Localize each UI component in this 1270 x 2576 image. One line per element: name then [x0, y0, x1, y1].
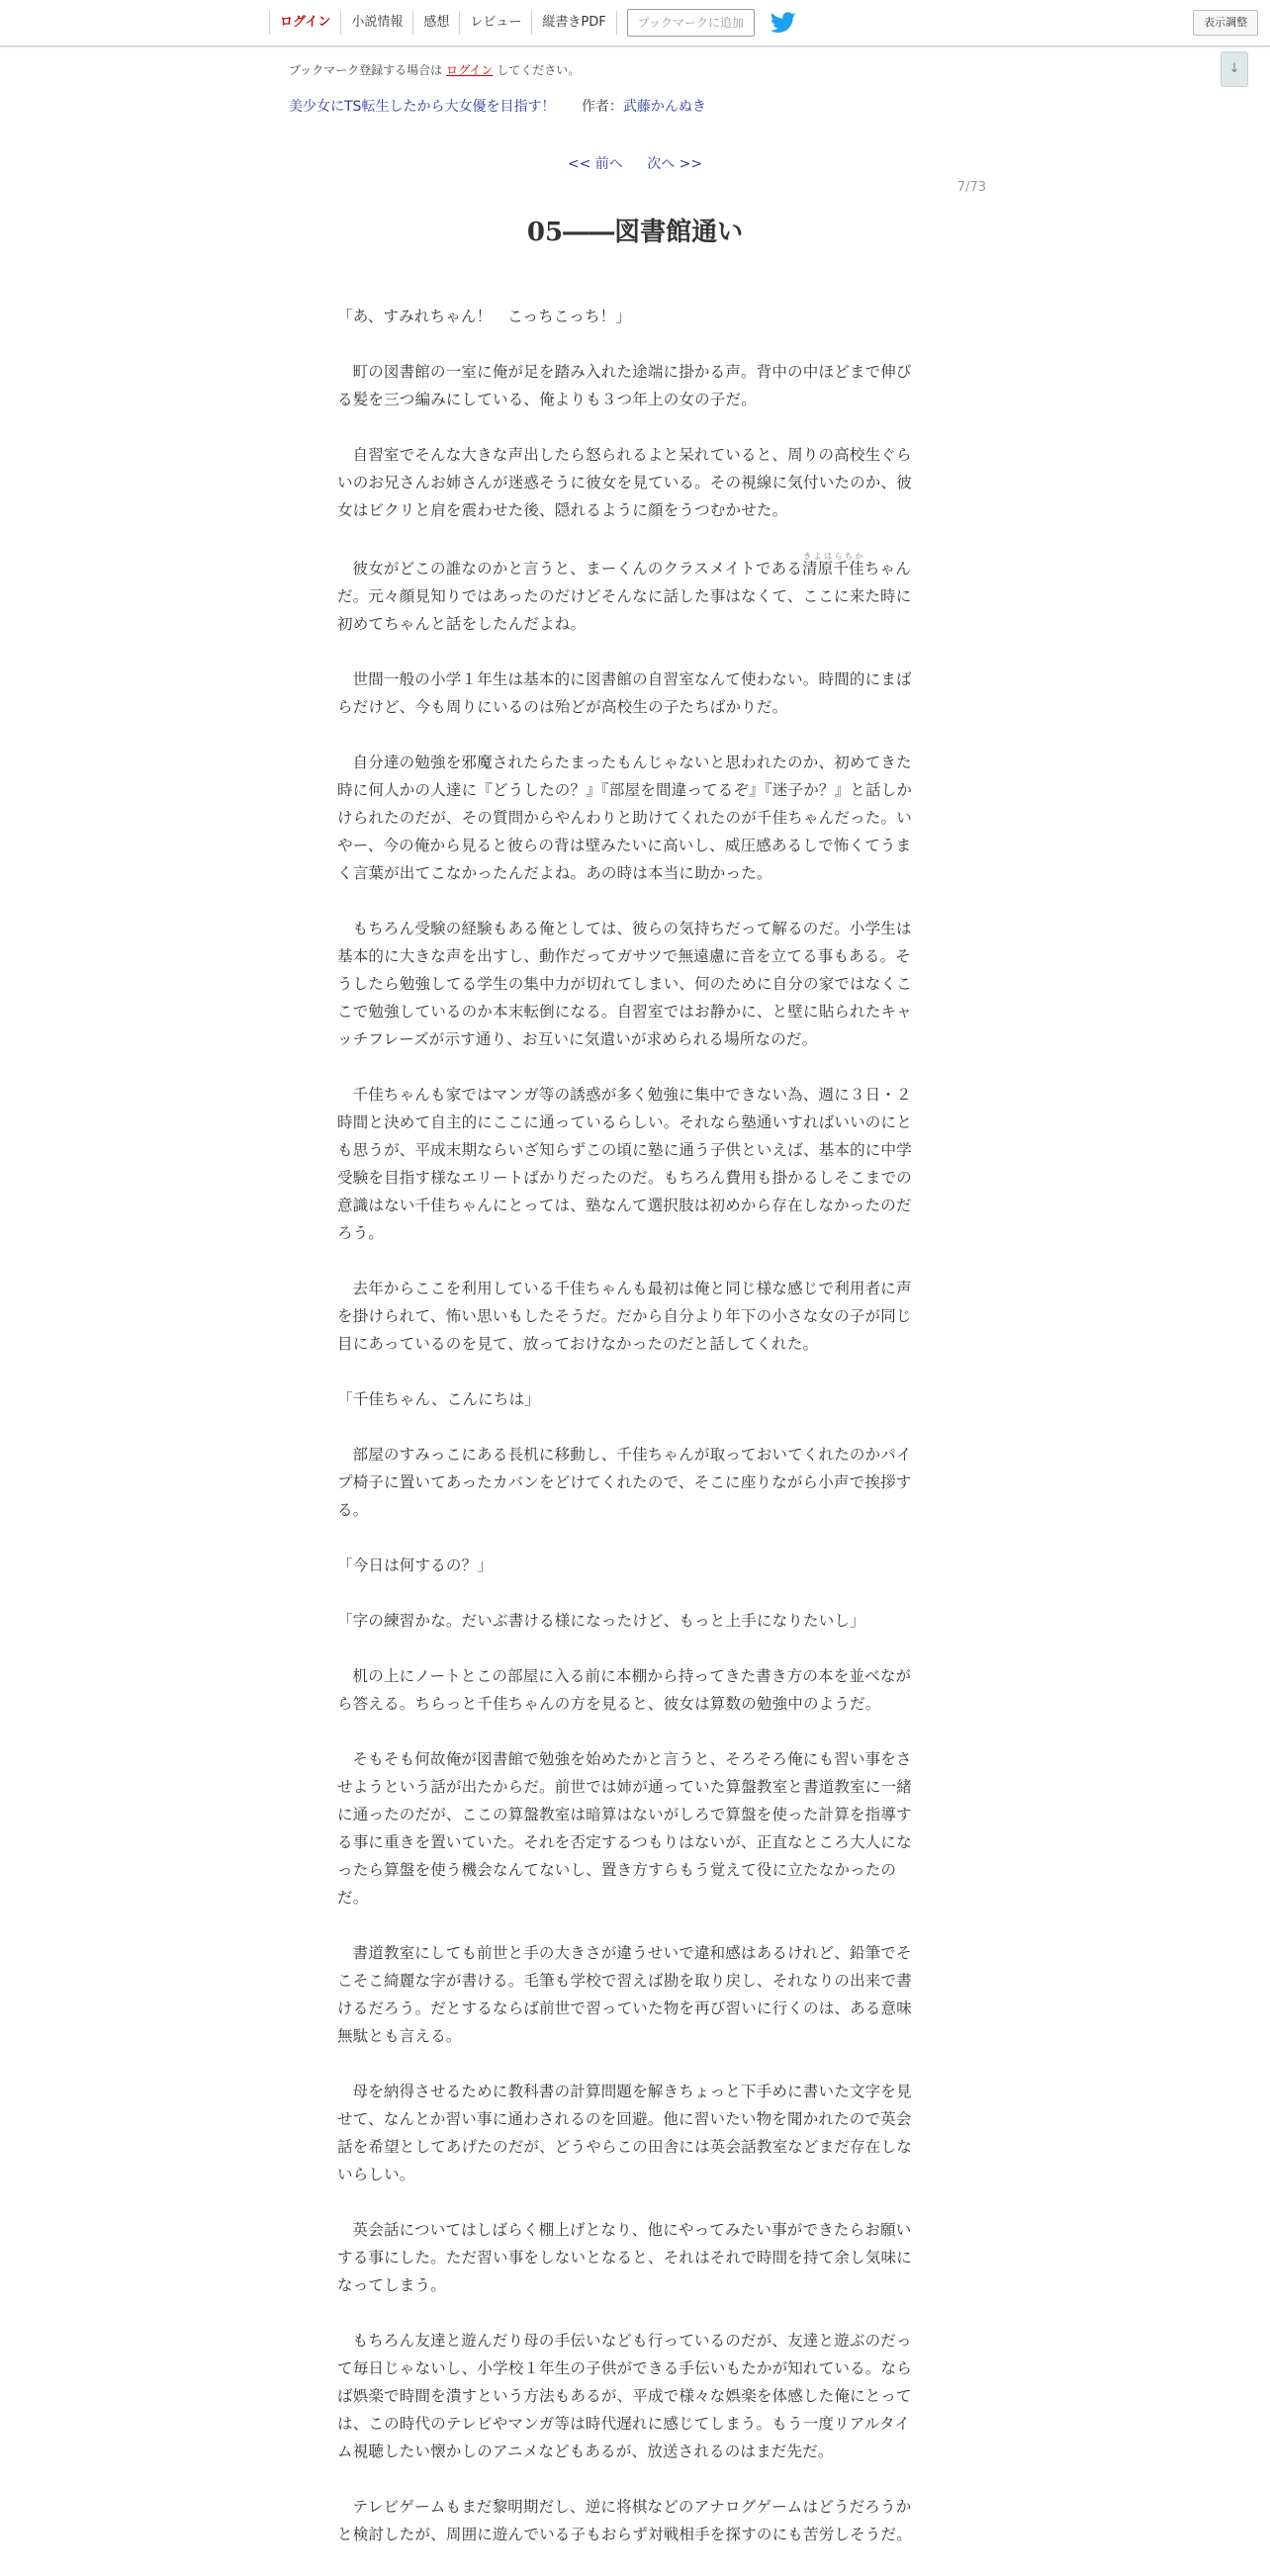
- body-paragraph: そもそも何故俺が図書館で勉強を始めたかと言うと、そろそろ俺にも習い事をさせようという話が出たからだ。前世では姉が通っていた算盤教室と書道教室に一緒に通ったのだが、ここの算盤教室は暗算はないがしろで算盤を使った計算を指導する事に重きを置いていた。それを否定するつもりはないが、正直なところ大人になったら算盤を使う機会なんてないし、置き方すらもう覚えて役に立たなかったのだ。: [337, 1750, 912, 1907]
- chapter-title: 05――図書館通い: [526, 218, 744, 247]
- body-paragraph: 英会話についてはしばらく棚上げとなり、他にやってみたい事ができたらお願いする事にした。ただ習い事をしないとなると、それはそれで時間を持て余し気味になってしまう。: [337, 2221, 912, 2294]
- novel-title-link[interactable]: 美少女にTS転生したから大女優を目指す！: [289, 99, 556, 115]
- add-bookmark-button[interactable]: ブックマークに追加: [627, 9, 755, 37]
- body-paragraph: テレビゲームもまだ黎明期だし、逆に将棋などのアナログゲームはどうだろうかと検討したが、周囲に遊んでいる子もおらず対戦相手を探すのにも苦労しそうだ。: [337, 2498, 912, 2543]
- novel-body: [337, 303, 925, 2576]
- scroll-down-arrow-icon[interactable]: ↓: [1221, 51, 1248, 87]
- body-paragraph: もちろん友達と遊んだり母の手伝いなども行っているのだが、友達と遊ぶのだって毎日じゃないし、小学校１年生の子供ができる手伝いもたかが知れている。ならば娯楽で時間を潰すという方法もあるが、平成で様々な娯楽を体感した俺にとっては、この時代のテレビやマンガ等は時代遅れに感じてしまう。もう一度リアルタイム視聴したい懐かしのアニメなどもあるが、放送されるのはまだ先だ。: [337, 2332, 912, 2460]
- nav-vertical-pdf-link[interactable]: 縦書きPDF: [531, 11, 616, 35]
- nav-impressions-link[interactable]: 感想: [412, 11, 459, 35]
- body-paragraph: 母を納得させるために教科書の計算問題を解きちょっと下手めに書いた文字を見せて、なんとか習い事に通わされるのを回避。他に習いたい物を聞かれたので英会話を希望としてあげたのだが、どうやらこの田舎には英会話教室などまだ存在しないらしい。: [337, 2083, 912, 2183]
- body-paragraph: 千佳ちゃんも家ではマンガ等の誘惑が多く勉強に集中できない為、週に３日・２時間と決めて自主的にここに通っているらしい。それなら塾通いすればいいのにとも思うが、平成末期ならいざ知らずこの頃に塾に通う子供といえば、基本的に中学受験を目指す様なエリートばかりだったのだ。もちろん費用も掛かるしそこまでの意識はない千佳ちゃんにとっては、塾なんて選択肢は初めから存在しなかったのだろう。: [337, 1086, 912, 1242]
- bookmark-note-login-link[interactable]: ログイン: [446, 63, 494, 77]
- prev-page-link[interactable]: << 前へ: [567, 156, 623, 172]
- bookmark-login-note: [289, 61, 580, 78]
- body-paragraph: 去年からここを利用している千佳ちゃんも最初は俺と同じ様な感じで利用者に声を掛けられて、怖い思いもしたそうだ。だから自分より年下の小さな女の子が同じ目にあっているのを見て、放っておけなかったのだと話してくれた。: [337, 1280, 912, 1353]
- bookmark-note-prefix: ブックマーク登録する場合は: [289, 63, 443, 77]
- body-paragraph: 町の図書館の一室に俺が足を踏み入れた途端に掛かる声。背中の中ほどまで伸びる髪を三つ編みにしている、俺よりも３つ年上の女の子だ。: [337, 363, 912, 408]
- body-paragraph: 部屋のすみっこにある長机に移動し、千佳ちゃんが取っておいてくれたのかパイプ椅子に置いてあったカバンをどけてくれたので、そこに座りながら小声で挨拶する。: [337, 1446, 912, 1519]
- body-paragraph: 自分達の勉強を邪魔されたらたまったもんじゃないと思われたのか、初めてきた時に何人かの人達に『どうしたの？』『部屋を間違ってるぞ』『迷子か？』と話しかけられたのだが、その質問からやんわりと助けてくれたのが千佳ちゃんだった。いやー、今の俺から見ると彼らの背は壁みたいに高いし、威圧感あるしで怖くてうまく言葉が出てこなかったんだよね。あの時は本当に助かった。: [337, 754, 913, 882]
- nav-novel-info-link[interactable]: 小説情報: [340, 11, 412, 35]
- author-label: 作者：: [581, 99, 623, 115]
- body-text: ちゃんだ。元々顔見知りではあったのだけどそんなに話した事はなくて、ここに来た時に初めてちゃんと話をしたんだよね。: [337, 560, 912, 633]
- ruby-reading: きよはらちか: [802, 552, 864, 561]
- top-navigation-bar: [0, 0, 1270, 46]
- body-paragraph: 「字の練習かな。だいぶ書ける様になったけど、もっと上手になりたいし」: [337, 1612, 865, 1630]
- novel-title-line: [289, 96, 706, 116]
- next-page-link[interactable]: 次へ >>: [647, 156, 703, 172]
- bookmark-note-suffix: してください。: [497, 63, 581, 77]
- display-settings-button[interactable]: 表示調整: [1193, 10, 1258, 36]
- body-paragraph: 机の上にノートとこの部屋に入る前に本棚から持ってきた書き方の本を並べながら答える。ちらっと千佳ちゃんの方を見ると、彼女は算数の勉強中のようだ。: [337, 1667, 912, 1713]
- nav-login-link[interactable]: ログイン: [269, 11, 340, 35]
- body-paragraph: 「千佳ちゃん、こんにちは」: [337, 1390, 541, 1408]
- body-paragraph: 「あ、すみれちゃん！ こっちこっち！」: [337, 308, 632, 325]
- body-paragraph: 自習室でそんな大きな声出したら怒られるよと呆れていると、周りの高校生ぐらいのお兄さんお姉さんが迷惑そうに彼女を見ている。その視線に気付いたのか、彼女はビクリと肩を震わせた後、隠れるように顔をうつむかせた。: [337, 446, 912, 519]
- page-count: 7/73: [956, 180, 986, 195]
- pager: [0, 153, 1270, 173]
- ruby-base: 清原千佳: [802, 560, 864, 577]
- nav-review-link[interactable]: レビュー: [459, 11, 531, 35]
- body-text: 彼女がどこの誰なのかと言うと、まーくんのクラスメイトである: [352, 560, 803, 577]
- body-paragraph-with-ruby: [337, 552, 925, 638]
- twitter-icon[interactable]: [771, 12, 796, 34]
- nav-menu: [269, 0, 796, 45]
- body-paragraph: もちろん受験の経験もある俺としては、彼らの気持ちだって解るのだ。小学生は基本的に大きな声を出すし、動作だってガサツで無遠慮に音を立てる事もある。そうしたら勉強してる学生の集中力が切れてしまい、何のために自分の家ではなくここで勉強しているのか本末転倒になる。自習室ではお静かに、と壁に貼られたキャッチフレーズが示す通り、お互いに気遣いが求められる場所なのだ。: [337, 920, 912, 1048]
- body-paragraph: 書道教室にしても前世と手の大きさが違うせいで違和感はあるけれど、鉛筆でそこそこ綺麗な字が書ける。毛筆も学校で習えば勘を取り戻し、それなりの出来で書けるだろう。だとするならば前世で習っていた物を再び習いに行くのは、ある意味無駄とも言える。: [337, 1944, 912, 2045]
- body-paragraph: 世間一般の小学１年生は基本的に図書館の自習室なんて使わない。時間的にまばらだけど、今も周りにいるのは殆どが高校生の子たちばかりだ。: [337, 670, 912, 716]
- body-paragraph: 「今日は何するの？」: [337, 1556, 494, 1574]
- name-ruby: [802, 552, 864, 577]
- author-name-link[interactable]: 武藤かんぬき: [622, 99, 706, 115]
